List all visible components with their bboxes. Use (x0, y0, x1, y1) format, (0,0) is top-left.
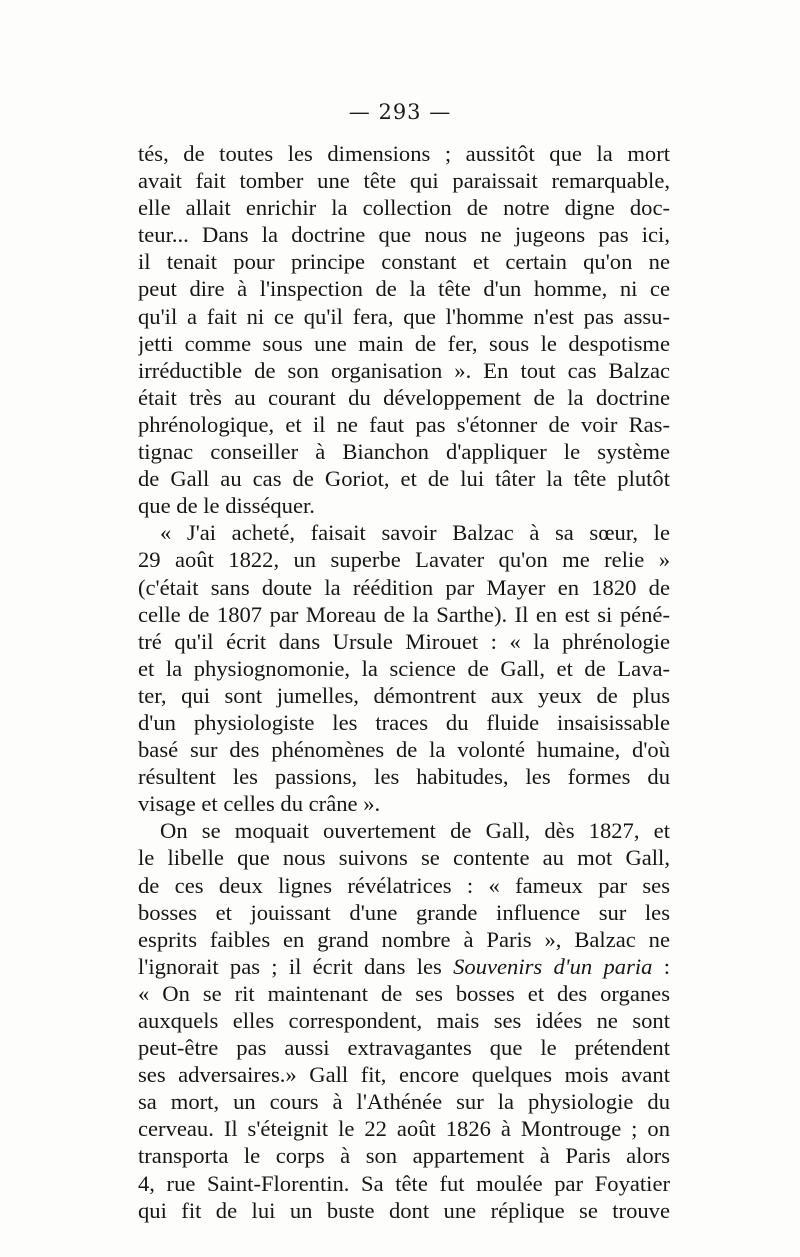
text-line: tés, de toutes les dimensions ; aussitôt que la mort (138, 141, 670, 166)
text-line: jetti comme sous une main de fer, sous le despotisme (138, 330, 670, 356)
text-line: de ces deux lignes révélatrices : « fameux par ses (138, 872, 670, 898)
text-line: 4, rue Saint-Florentin. Sa tête fut moulée par Foyatier (138, 1170, 670, 1196)
text-line: esprits faibles en grand nombre à Paris », Balzac ne (138, 926, 670, 952)
text-line: bosses et jouissant d'une grande influence sur les (138, 899, 670, 925)
text-fragment: : (652, 953, 670, 979)
text-line: cerveau. Il s'éteignit le 22 août 1826 à Montrouge ; on (138, 1116, 670, 1142)
text-line: qui fit de lui un buste dont une réplique se trouve (138, 1197, 670, 1223)
text-line: irréductible de son organisation ». En tout cas Balzac (138, 357, 670, 383)
text-line: teur... Dans la doctrine que nous ne jugeons pas ici, (138, 222, 670, 248)
page-number: — 293 — (348, 100, 452, 124)
text-fragment: l'ignorait pas ; il écrit dans les (138, 953, 454, 979)
text-line: avait fait tomber une tête qui paraissait remarquable, (138, 168, 670, 194)
book-title-italic: Souvenirs d'un paria (453, 953, 653, 979)
text-line: basé sur des phénomènes de la volonté humaine, d'où (138, 737, 670, 763)
text-line (138, 953, 670, 980)
text-line: peut dire à l'inspection de la tête d'un homme, ni ce (138, 276, 670, 302)
text-line: que de le disséquer. (138, 493, 315, 519)
text-line: était très au courant du développement de la doctrine (138, 384, 670, 410)
text-line: peut-être pas aussi extravagantes que le prétendent (138, 1035, 670, 1061)
body-text (138, 140, 670, 1224)
text-line: « J'ai acheté, faisait savoir Balzac à sa sœur, le (160, 520, 670, 546)
text-line: résultent les passions, les habitudes, les formes du (138, 764, 670, 790)
text-line: ses adversaires.» Gall fit, encore quelques mois avant (138, 1062, 670, 1088)
text-line: sa mort, un cours à l'Athénée sur la physiologie du (138, 1089, 670, 1115)
text-line: visage et celles du crâne ». (138, 791, 381, 817)
text-line: phrénologique, et il ne faut pas s'étonner de voir Ras- (138, 411, 670, 437)
text-line: (c'était sans doute la réédition par Mayer en 1820 de (138, 574, 670, 600)
text-line: le libelle que nous suivons se contente au mot Gall, (138, 845, 670, 871)
text-line: On se moquait ouvertement de Gall, dès 1827, et (160, 818, 670, 844)
text-line: tignac conseiller à Bianchon d'appliquer le système (138, 439, 670, 465)
text-line: elle allait enrichir la collection de notre digne doc- (138, 195, 670, 221)
text-line: de Gall au cas de Goriot, et de lui tâter la tête plutôt (138, 466, 670, 492)
text-line: 29 août 1822, un superbe Lavater qu'on me relie » (138, 547, 670, 573)
text-line: celle de 1807 par Moreau de la Sarthe). Il en est si péné- (138, 601, 670, 627)
text-line: et la physiognomonie, la science de Gall, et de Lava- (138, 655, 670, 681)
text-line: qu'il a fait ni ce qu'il fera, que l'homme n'est pas assu- (138, 303, 670, 329)
text-line: tré qu'il écrit dans Ursule Mirouet : « la phrénologie (138, 628, 670, 654)
text-line: ter, qui sont jumelles, démontrent aux yeux de plus (138, 682, 670, 708)
text-line: auxquels elles correspondent, mais ses idées ne sont (138, 1008, 670, 1033)
text-line: il tenait pour principe constant et certain qu'on ne (138, 249, 670, 275)
text-line: d'un physiologiste les traces du fluide insaisissable (138, 709, 670, 735)
text-line: « On se rit maintenant de ses bosses et des organes (138, 980, 670, 1006)
text-line: transporta le corps à son appartement à Paris alors (138, 1143, 670, 1169)
